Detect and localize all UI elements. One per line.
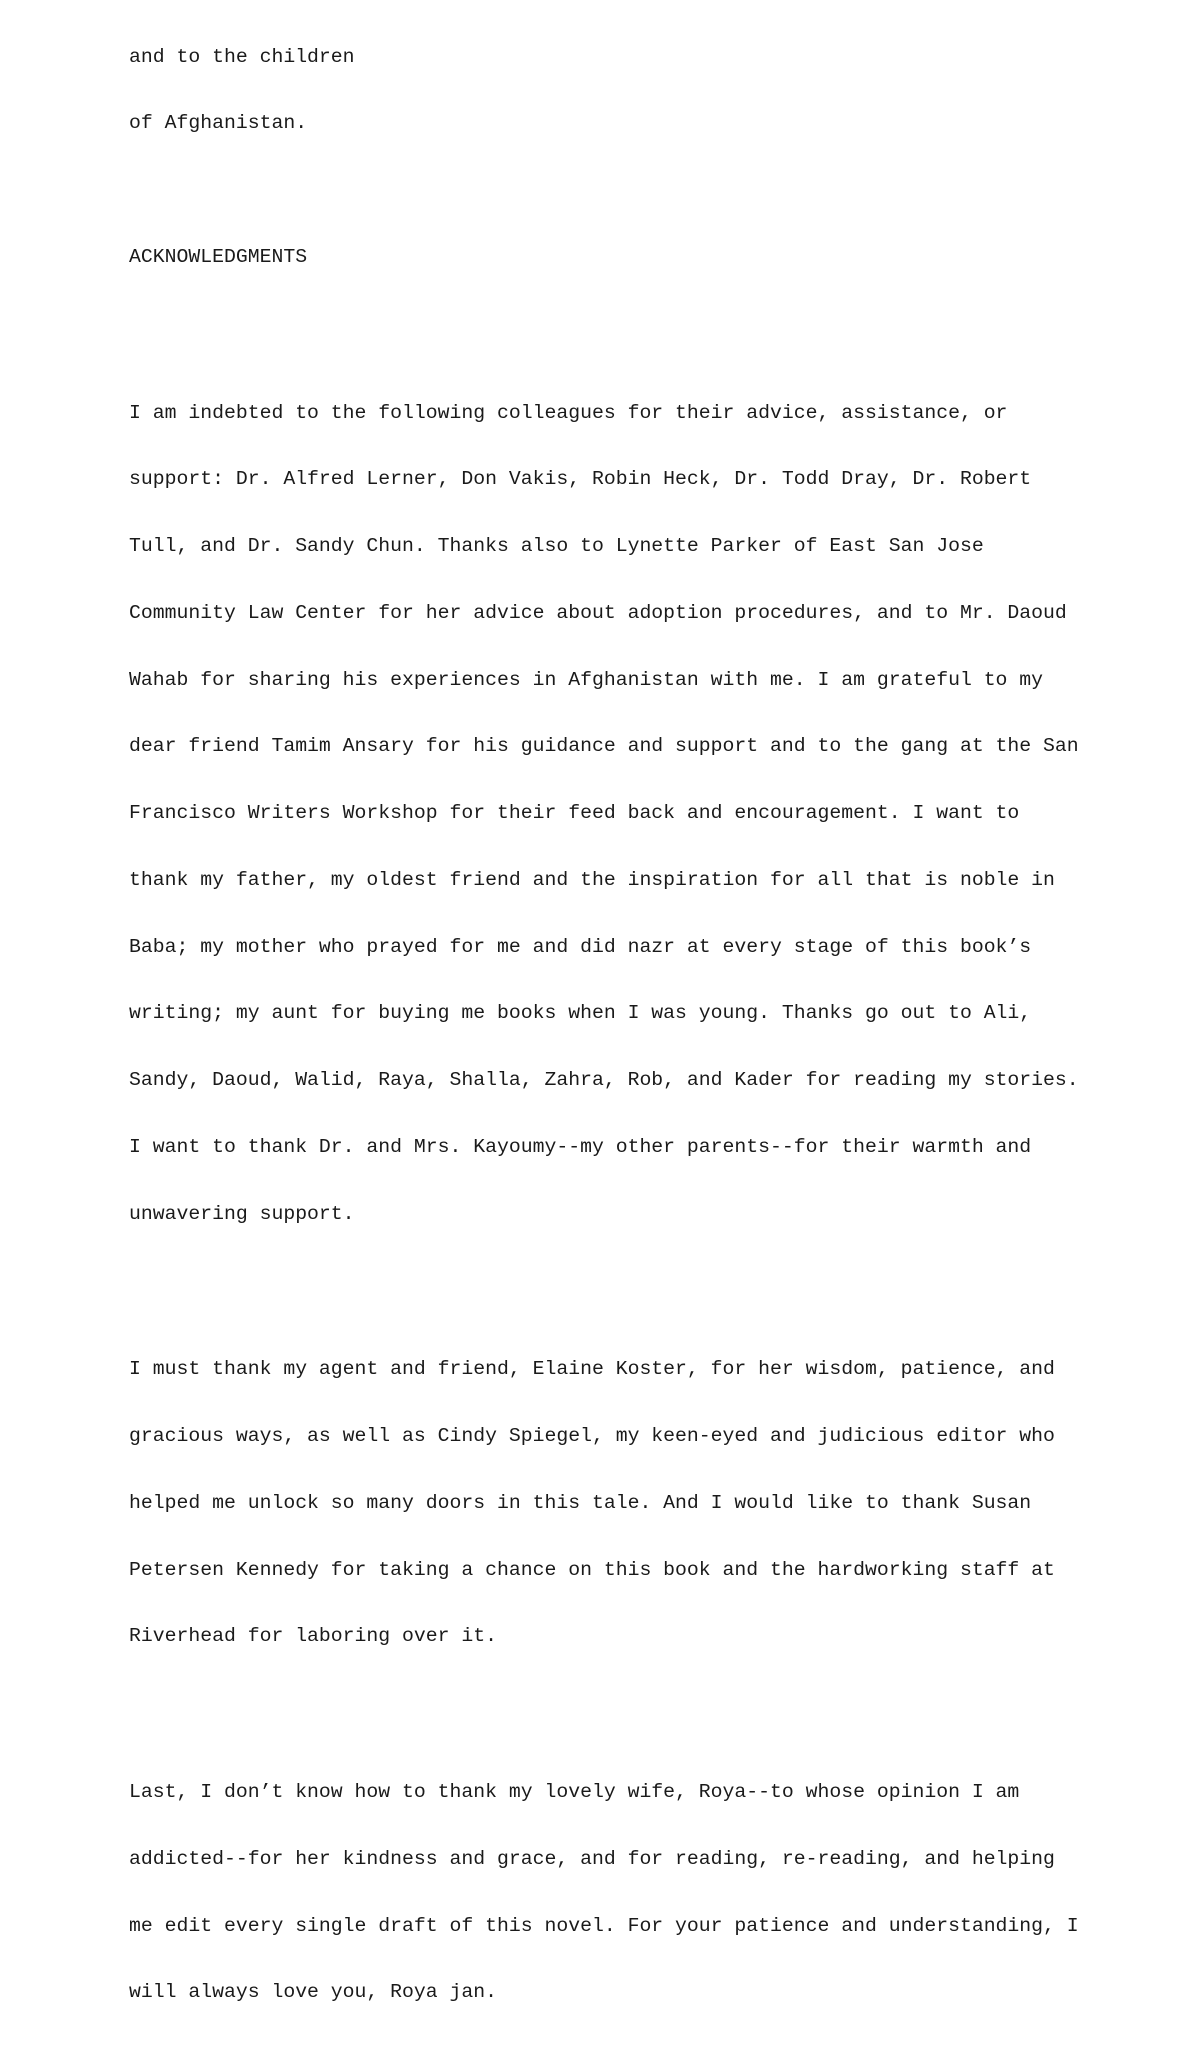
paragraph-3-line: will always love you, Roya jan. <box>129 1981 497 2004</box>
paragraph-1-line: dear friend Tamim Ansary for his guidance and support and to the gang at the San <box>129 735 1079 758</box>
paragraph-1-line: support: Dr. Alfred Lerner, Don Vakis, Robin Heck, Dr. Todd Dray, Dr. Robert <box>129 468 1032 491</box>
paragraph-2-line: Riverhead for laboring over it. <box>129 1625 497 1648</box>
dedication-line: and to the children <box>129 45 355 68</box>
paragraph-1-line: I am indebted to the following colleagues for their advice, assistance, or <box>129 401 1008 424</box>
paragraph-1-line: Wahab for sharing his experiences in Afghanistan with me. I am grateful to my <box>129 668 1044 691</box>
paragraph-2-line: helped me unlock so many doors in this tale. And I would like to thank Susan <box>129 1491 1032 1514</box>
blank-line <box>129 313 1079 335</box>
paragraph-1-line: Community Law Center for her advice about adoption procedures, and to Mr. Daoud <box>129 601 1067 624</box>
paragraph-1-line: Francisco Writers Workshop for their feed back and encouragement. I want to <box>129 802 1020 824</box>
paragraph-1-line: Baba; my mother who prayed for me and did nazr at every stage of this book’s <box>129 935 1032 958</box>
paragraph-1-line: Sandy, Daoud, Walid, Raya, Shalla, Zahra, Rob, and Kader for reading my stories. <box>129 1069 1079 1091</box>
paragraph-3-line: Last, I don’t know how to thank my lovely wife, Roya--to whose opinion I am <box>129 1781 1020 1803</box>
paragraph-1-line: Tull, and Dr. Sandy Chun. Thanks also to Lynette Parker of East San Jose <box>129 535 984 557</box>
dedication-line: of Afghanistan. <box>129 112 308 135</box>
document-body <box>129 1 1079 2048</box>
paragraph-1-line: I want to thank Dr. and Mrs. Kayoumy--my other parents--for their warmth and <box>129 1135 1032 1158</box>
section-heading: ACKNOWLEDGMENTS <box>129 245 308 268</box>
blank-line <box>129 1269 1079 1291</box>
paragraph-2-line: I must thank my agent and friend, Elaine Koster, for her wisdom, patience, and <box>129 1358 1055 1381</box>
paragraph-1-line: writing; my aunt for buying me books when I was young. Thanks go out to Ali, <box>129 1002 1032 1025</box>
paragraph-2-line: Petersen Kennedy for taking a chance on this book and the hardworking staff at <box>129 1558 1055 1581</box>
paragraph-2-line: gracious ways, as well as Cindy Spiegel, my keen-eyed and judicious editor who <box>129 1425 1055 1447</box>
paragraph-3-line: addicted--for her kindness and grace, and for reading, re-reading, and helping <box>129 1847 1055 1870</box>
paragraph-1-line: thank my father, my oldest friend and the inspiration for all that is noble in <box>129 868 1055 891</box>
blank-line <box>129 179 1079 201</box>
paragraph-1-line: unwavering support. <box>129 1202 355 1225</box>
blank-line <box>129 1692 1079 1714</box>
paragraph-3-line: me edit every single draft of this novel. For your patience and understanding, I <box>129 1914 1079 1937</box>
